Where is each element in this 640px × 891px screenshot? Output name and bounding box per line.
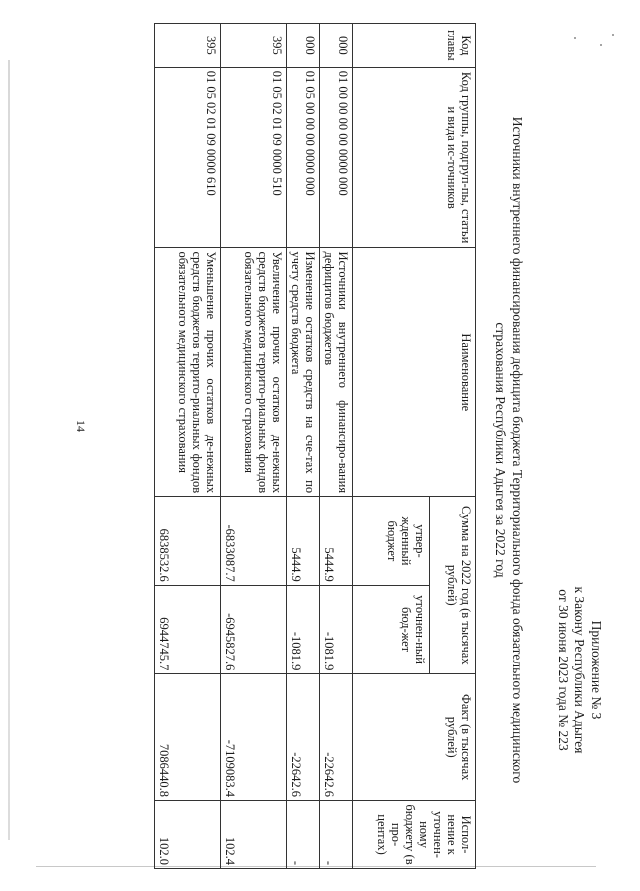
cell-execution: 102.0	[155, 801, 221, 869]
document-title	[492, 50, 526, 850]
header-refined: уточнен-ный бюд-жет	[353, 585, 430, 674]
table-row	[155, 24, 221, 869]
financing-table	[154, 23, 476, 869]
table-row	[287, 24, 320, 869]
cell-chapter: 000	[287, 24, 320, 68]
cell-refined: -1081.9	[320, 585, 353, 674]
cell-approved: 6838532.6	[155, 497, 221, 586]
cell-refined: -1081.9	[287, 585, 320, 674]
cell-refined: -6945827.6	[221, 585, 287, 674]
table-row	[320, 24, 353, 869]
header-approved: утвер-жденный бюджет	[353, 497, 430, 586]
cell-approved: 5444.9	[320, 497, 353, 586]
title-line: Источники внутреннего финансирования дефицита бюджета Территориального фонда обязательного медицинского	[510, 116, 525, 784]
cell-chapter: 000	[320, 24, 353, 68]
header-fact: Факт (в тысячах рублей)	[353, 674, 476, 801]
cell-chapter: 395	[155, 24, 221, 68]
cell-name: Уменьшение прочих остатков де-нежных средств бюджетов террито-риальных фондов обязательного медицинского страхования	[155, 248, 221, 497]
cell-execution: -	[320, 801, 353, 869]
cell-fact: -22642.6	[287, 674, 320, 801]
header-code-chapter: Код главы	[353, 24, 476, 68]
cell-fact: -22642.6	[320, 674, 353, 801]
appendix-block	[555, 540, 605, 800]
cell-name: Источники внутреннего финансиро-вания дефицитов бюджетов	[320, 248, 353, 497]
cell-fact: 7086440.8	[155, 674, 221, 801]
table-row	[221, 24, 287, 869]
title-line: страхования Республики Адыгея за 2022 год	[493, 322, 508, 578]
appendix-line: Приложение № 3	[589, 620, 604, 720]
cell-fact: -7109083.4	[221, 674, 287, 801]
appendix-line: от 30 июня 2023 года № 223	[556, 589, 571, 751]
header-execution: Испол-нение к уточнен-ному бюджету (в про-центах)	[353, 801, 476, 869]
header-code-group: Код группы, подгруп-пы, статьи и вида ис-точников	[353, 67, 476, 248]
rotated-page	[40, 20, 606, 889]
cell-execution: 102.4	[221, 801, 287, 869]
cell-approved: -6833087.7	[221, 497, 287, 586]
header-sum-2022: Сумма на 2022 год (в тысячах рублей)	[430, 497, 476, 674]
cell-code: 01 05 02 01 09 0000 510	[221, 67, 287, 248]
cell-code: 01 05 00 00 00 0000 000	[287, 67, 320, 248]
scan-edge-left	[8, 60, 10, 840]
scan-speck	[612, 34, 614, 36]
cell-chapter: 395	[221, 24, 287, 68]
cell-code: 01 05 02 01 09 0000 610	[155, 67, 221, 248]
cell-approved: 5444.9	[287, 497, 320, 586]
page-number: 14	[74, 420, 88, 432]
cell-name: Изменение остатков средств на сче-тах по учету средств бюджета	[287, 248, 320, 497]
header-name: Наименование	[353, 248, 476, 497]
cell-name: Увеличение прочих остатков де-нежных средств бюджетов террито-риальных фондов обязательного медицинского страхования	[221, 248, 287, 497]
appendix-line: к Закону Республики Адыгея	[572, 586, 588, 754]
cell-code: 01 00 00 00 00 0000 000	[320, 67, 353, 248]
cell-refined: 6944745.7	[155, 585, 221, 674]
cell-execution: -	[287, 801, 320, 869]
